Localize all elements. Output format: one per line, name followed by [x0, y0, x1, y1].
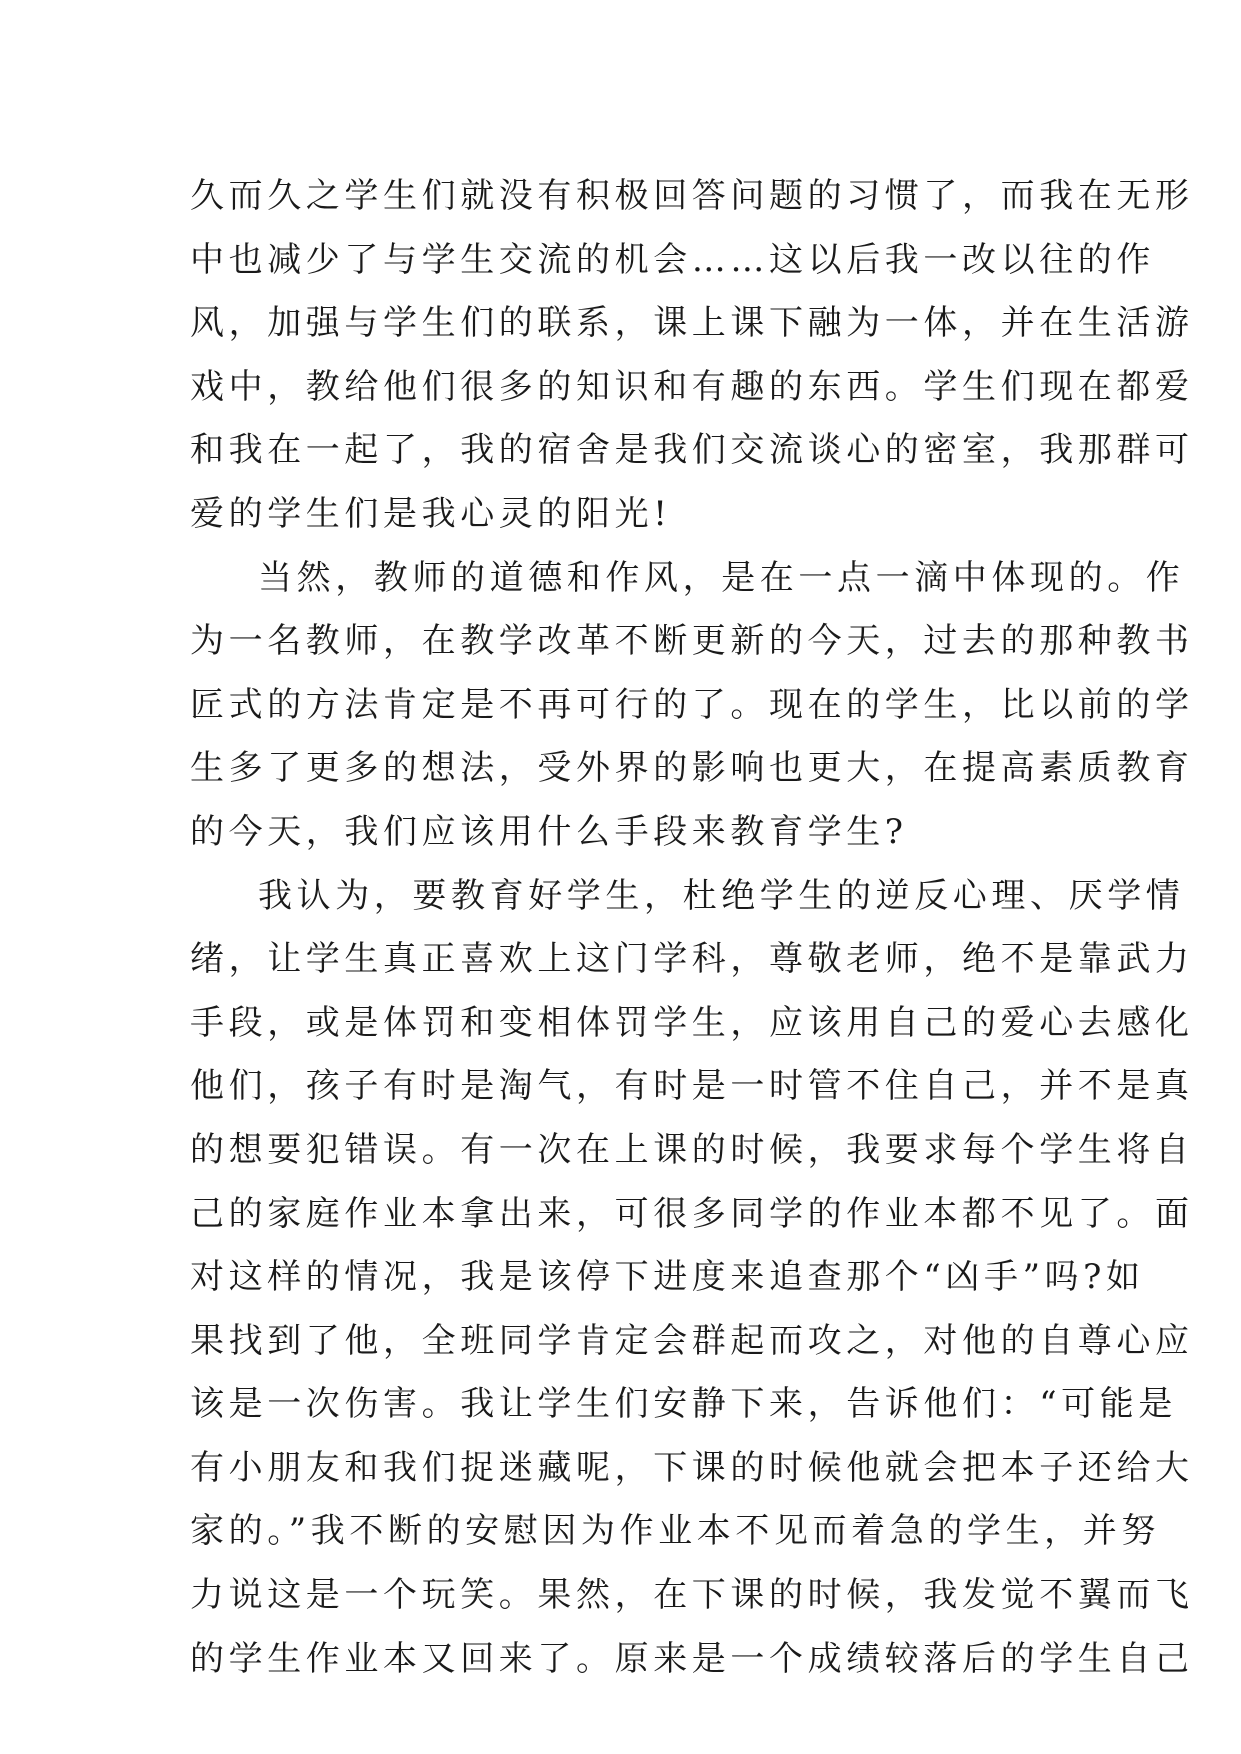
text-line: 该是一次伤害。我让学生们安静下来，告诉他们：“可能是 — [190, 1384, 1177, 1425]
text-line: 和我在一起了，我的宿舍是我们交流谈心的密室，我那群可 — [190, 430, 1194, 471]
text-line-indented: 我认为，要教育好学生，杜绝学生的逆反心理、厌学情 — [258, 875, 1185, 916]
text-line: 生多了更多的想法，受外界的影响也更大，在提高素质教育 — [190, 748, 1194, 789]
document-body — [190, 165, 1194, 1691]
text-line: 的学生作业本又回来了。原来是一个成绩较落后的学生自己 — [190, 1638, 1194, 1679]
text-line: 手段，或是体罚和变相体罚学生，应该用自己的爱心去感化 — [190, 1002, 1194, 1043]
text-line: 的想要犯错误。有一次在上课的时候，我要求每个学生将自 — [190, 1129, 1194, 1170]
text-line: 果找到了他，全班同学肯定会群起而攻之，对他的自尊心应 — [190, 1320, 1194, 1361]
text-line: 有小朋友和我们捉迷藏呢，下课的时候他就会把本子还给大 — [190, 1447, 1194, 1488]
text-line: 力说这是一个玩笑。果然，在下课的时候，我发觉不翼而飞 — [190, 1575, 1194, 1616]
text-line: 为一名教师，在教学改革不断更新的今天，过去的那种教书 — [190, 621, 1194, 662]
text-line: 爱的学生们是我心灵的阳光! — [190, 493, 672, 534]
paragraph-3 — [190, 865, 1194, 1692]
text-line: 己的家庭作业本拿出来，可很多同学的作业本都不见了。面 — [190, 1193, 1194, 1234]
text-line: 的今天，我们应该用什么手段来教育学生? — [190, 811, 908, 852]
text-line: 家的。”我不断的安慰因为作业本不见而着急的学生，并努 — [190, 1511, 1160, 1552]
text-line: 戏中，教给他们很多的知识和有趣的东西。学生们现在都爱 — [190, 366, 1194, 407]
paragraph-1 — [190, 165, 1194, 547]
text-line: 中也减少了与学生交流的机会……这以后我一改以往的作 — [190, 239, 1155, 280]
text-line: 他们，孩子有时是淘气，有时是一时管不住自己，并不是真 — [190, 1066, 1194, 1107]
text-line: 久而久之学生们就没有积极回答问题的习惯了，而我在无形 — [190, 176, 1194, 216]
text-line-indented: 当然，教师的道德和作风，是在一点一滴中体现的。作 — [258, 557, 1185, 598]
text-line: 风，加强与学生们的联系，课上课下融为一体，并在生活游 — [190, 303, 1194, 344]
paragraph-2 — [190, 547, 1194, 865]
text-line: 绪，让学生真正喜欢上这门学科，尊敬老师，绝不是靠武力 — [190, 939, 1194, 980]
text-line: 对这样的情况，我是该停下进度来追查那个“凶手”吗?如 — [190, 1257, 1145, 1298]
text-line: 匠式的方法肯定是不再可行的了。现在的学生，比以前的学 — [190, 684, 1194, 725]
